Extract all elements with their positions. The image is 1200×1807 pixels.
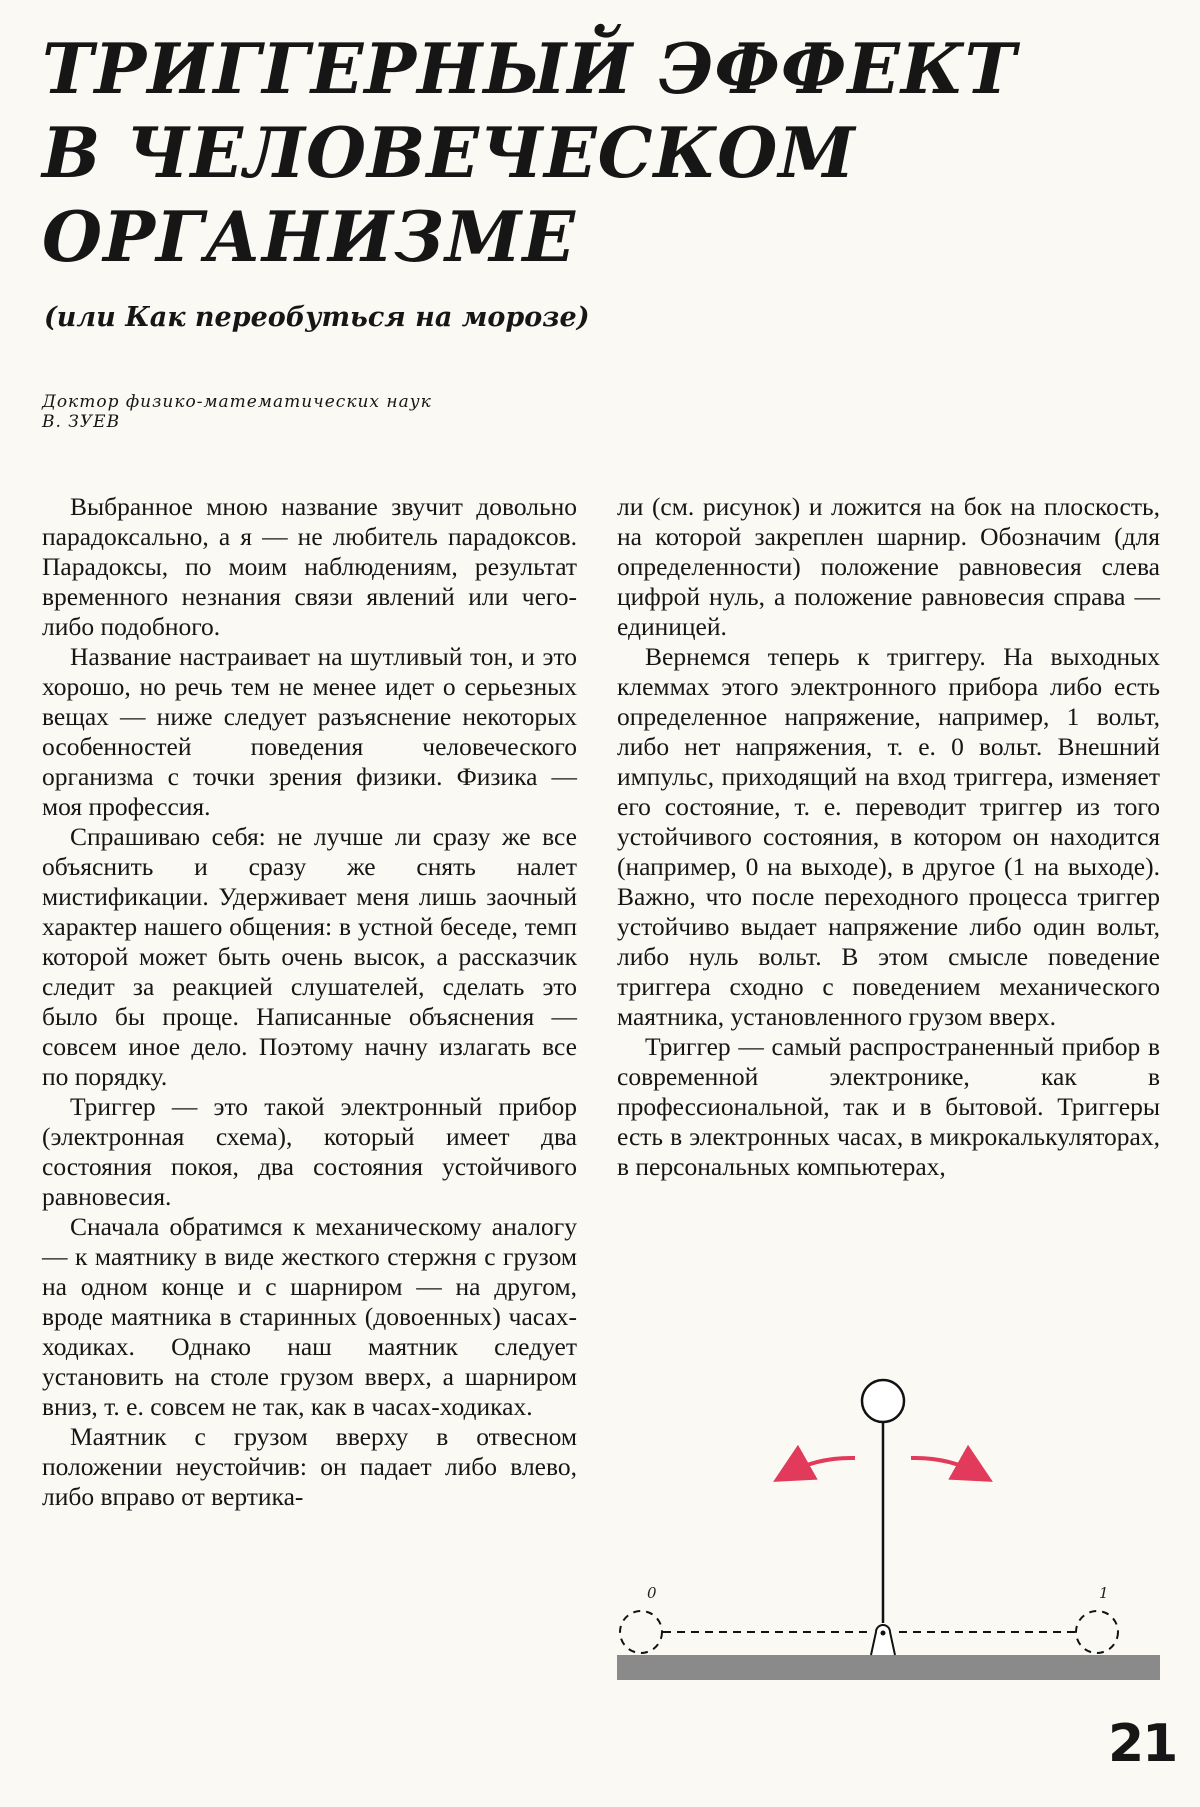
article-subtitle: (или Как переобуться на морозе) [44, 302, 590, 333]
left-column [42, 492, 577, 1512]
state-zero-label: 0 [647, 1584, 657, 1602]
paragraph: Выбранное мною название звучит довольно парадоксально, а я — не любитель парадоксов. Парадоксы, по моим наблюдениям, результат временного незнания связи явлений или чего-либо подобного. [42, 492, 577, 641]
state-zero-position [620, 1611, 662, 1653]
paragraph: Триггер — это такой электронный прибор (электронная схема), который имеет два состояния покоя, два состояния устойчивого равновесия. [42, 1092, 577, 1211]
byline [42, 392, 602, 432]
author-role: Доктор физико-математических наук [42, 392, 432, 412]
title-line-2: В ЧЕЛОВЕЧЕСКОМ [42, 113, 856, 194]
paragraph: Вернемся теперь к триггеру. На выходных клеммах этого электронного прибора либо есть определенное напряжение, например, 1 вольт, либо нет напряжения, т. е. 0 вольт. Внешний импульс, приходящий на вход триггера, изменяет его состояние, т. е. переводит триггер из того устойчивого состояния, в котором он находится (например, 0 на выходе), в другое (1 на выходе). Важно, что после переходного процесса триггер устойчиво выдает напряжение либо один вольт, либо нуль вольт. В этом смысле поведение триггера сходно с поведением механического маятника, установленного грузом вверх. [617, 642, 1160, 1031]
title-line-3: ОРГАНИЗМЕ [42, 197, 576, 278]
swing-arrow-right [911, 1458, 979, 1474]
paragraph: Триггер — самый распространенный прибор в современной электронике, как в профессиональной, так и в бытовой. Триггеры есть в электронных часах, в микрокалькуляторах, в персональных компьютерах, [617, 1032, 1160, 1181]
pendulum-figure [617, 1375, 1160, 1680]
title-line-1: ТРИГГЕРНЫЙ ЭФФЕКТ [42, 29, 1018, 110]
hinge-pin [881, 1631, 886, 1636]
hinge [871, 1625, 895, 1655]
pendulum-weight [862, 1380, 904, 1422]
paragraph: Название настраивает на шутливый тон, и это хорошо, но речь тем не менее идет о серьезных вещах — ниже следует разъяснение некоторых особенностей поведения человеческого организма с точки зрения физики. Физика — моя профессия. [42, 642, 577, 821]
paragraph: Спрашиваю себя: не лучше ли сразу же все объяснить и сразу же снять налет мистификации. Удерживает меня лишь заочный характер нашего общения: в устной беседе, темп которой может быть очень высок, а рассказчик следит за реакцией слушателей, сделать это было бы проще. Написанные объяснения — совсем иное дело. Поэтому начну излагать все по порядку. [42, 822, 577, 1091]
page-number: 21 [1108, 1714, 1177, 1774]
state-one-position [1076, 1611, 1118, 1653]
article-title [42, 28, 1018, 280]
swing-arrow-left [787, 1458, 855, 1474]
paragraph: Маятник с грузом вверху в отвесном положении неустойчив: он падает либо влево, либо вправо от вертика- [42, 1422, 577, 1511]
author-name: В. ЗУЕВ [42, 412, 121, 432]
paragraph: Сначала обратимся к механическому аналогу — к маятнику в виде жесткого стержня с грузом на одном конце и с шарниром — на другом, вроде маятника в старинных (довоенных) часах-ходиках. Однако наш маятник следует установить на столе грузом вверх, а шарниром вниз, т. е. совсем не так, как в часах-ходиках. [42, 1212, 577, 1421]
table-surface [617, 1655, 1160, 1680]
state-one-label: 1 [1099, 1584, 1109, 1602]
paragraph: ли (см. рисунок) и ложится на бок на плоскость, на которой закреплен шарнир. Обозначим (для определенности) положение равновесия слева цифрой нуль, а положение равновесия справа — единицей. [617, 492, 1160, 641]
right-column [617, 492, 1160, 1182]
